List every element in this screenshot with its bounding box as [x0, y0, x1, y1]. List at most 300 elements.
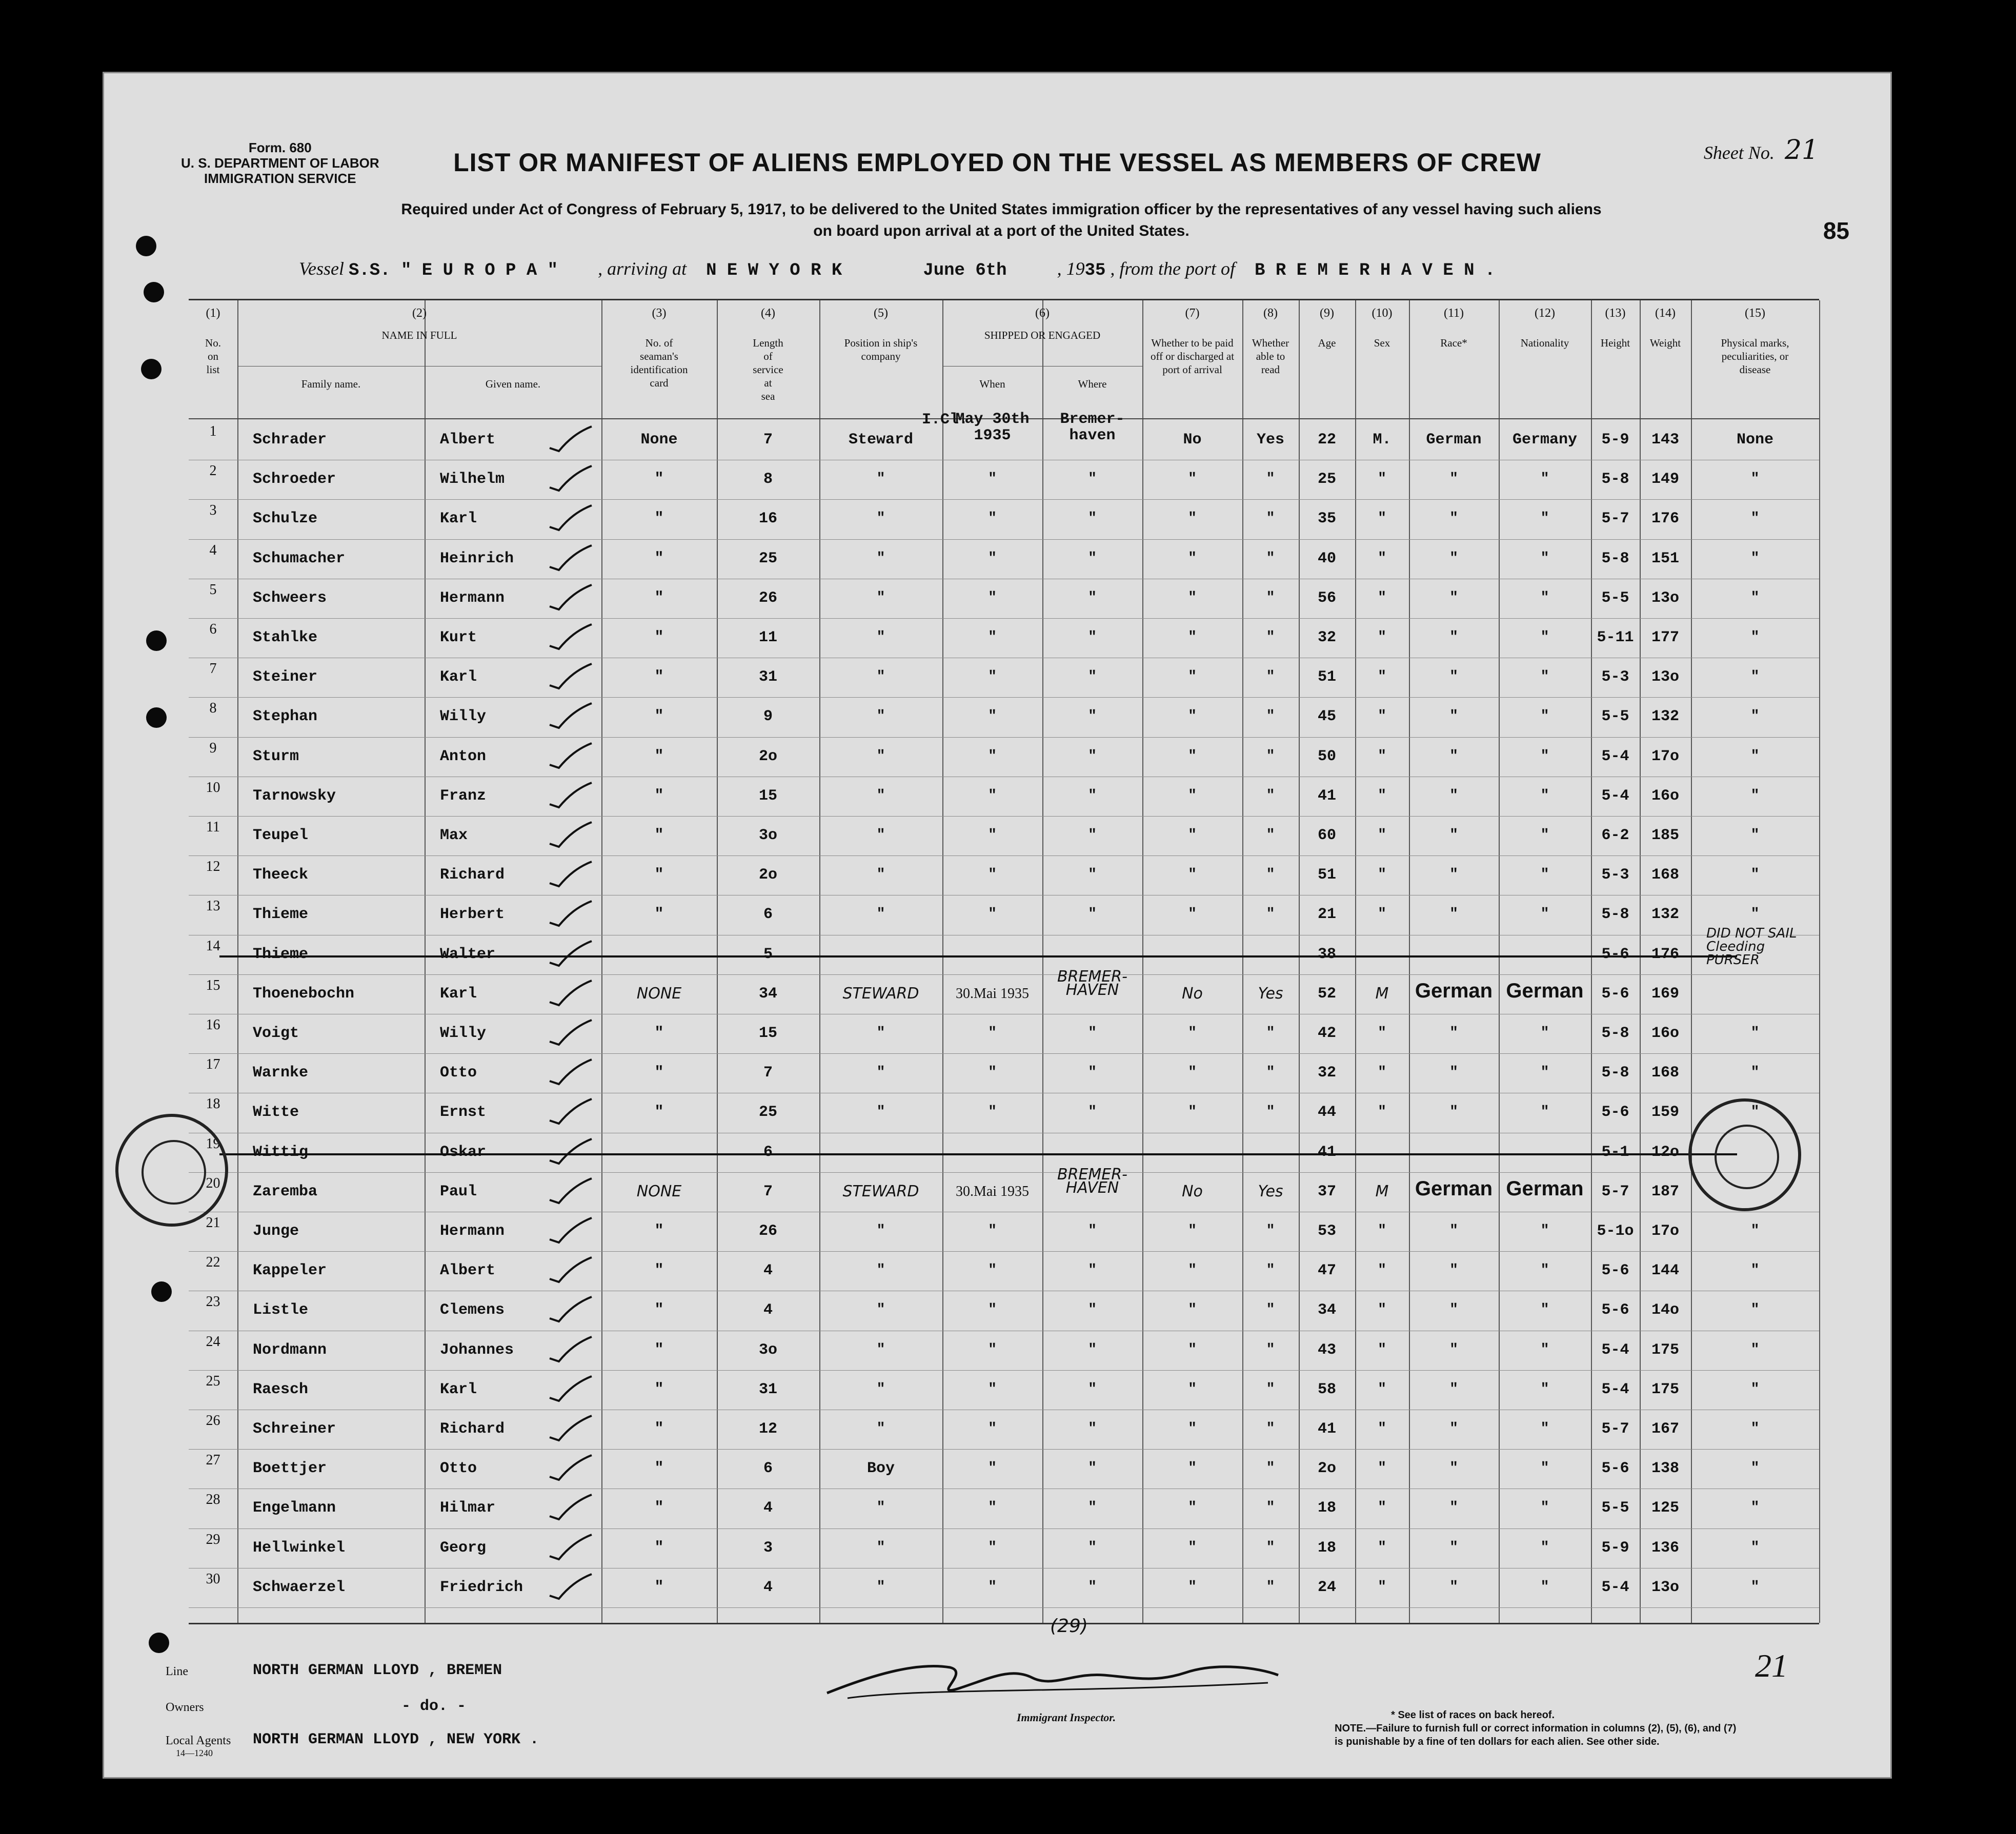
ditto-mark: "	[1540, 867, 1549, 883]
ditto-mark: "	[1266, 1381, 1275, 1397]
column-number: (4)	[761, 307, 775, 320]
age: 40	[1317, 549, 1336, 567]
height: 5-9	[1601, 431, 1629, 449]
service-length: 26	[758, 1222, 777, 1240]
column-header: No. of seaman's identification card	[630, 337, 688, 389]
service-length: 11	[758, 629, 777, 646]
row-number: 26	[206, 1413, 220, 1429]
ditto-mark: "	[876, 1302, 885, 1318]
ditto-mark: "	[1266, 708, 1275, 725]
from-label: , from the port of	[1110, 258, 1236, 279]
family-name: Engelmann	[253, 1499, 336, 1517]
crew-table	[189, 299, 1819, 1637]
column-number: (1)	[206, 307, 220, 320]
row-number: 27	[206, 1452, 220, 1469]
family-name: Witte	[253, 1104, 299, 1122]
age: 21	[1317, 906, 1336, 924]
given-name: Karl	[440, 985, 477, 1003]
age: 37	[1317, 1183, 1336, 1200]
column-header: Race*	[1440, 337, 1467, 349]
handwritten-page-mark: 21	[1755, 1647, 1788, 1684]
column-number: (8)	[1263, 307, 1278, 320]
ditto-mark: "	[1449, 748, 1458, 764]
ditto-mark: "	[1088, 1460, 1097, 1477]
ditto-mark: "	[876, 511, 885, 527]
ditto-mark: "	[988, 1341, 997, 1358]
ditto-mark: "	[876, 1579, 885, 1595]
service-length: 16	[758, 510, 777, 528]
ditto-mark: "	[1540, 629, 1549, 645]
position: Steward	[848, 431, 914, 449]
shipped-when: May 30th 1935	[955, 411, 1030, 444]
ditto-mark: "	[1188, 906, 1197, 923]
service-length: 4	[763, 1499, 773, 1517]
race: German	[1415, 1177, 1493, 1200]
ditto-mark: "	[988, 867, 997, 883]
service-length: 4	[763, 1301, 773, 1319]
ditto-mark: "	[876, 1341, 885, 1358]
row-number: 11	[206, 819, 220, 835]
ditto-mark: "	[1750, 1539, 1760, 1556]
row-number: 6	[209, 621, 217, 637]
ditto-mark: "	[1449, 1223, 1458, 1239]
id-card: "	[654, 1420, 664, 1438]
column-number: (10)	[1372, 307, 1393, 320]
id-card: "	[654, 787, 664, 805]
ditto-mark: "	[1449, 1579, 1458, 1595]
row-rule	[189, 1172, 1819, 1173]
given-name: Wilhelm	[440, 471, 505, 488]
ditto-mark: "	[1188, 550, 1197, 566]
service-length: 15	[758, 1025, 777, 1042]
family-name: Boettjer	[253, 1460, 327, 1478]
position: STEWARD	[842, 984, 919, 1003]
id-card: NONE	[636, 1182, 682, 1200]
table-row	[189, 540, 1819, 580]
ditto-mark: "	[988, 511, 997, 527]
ditto-mark: "	[876, 708, 885, 725]
height: 5-1o	[1597, 1222, 1634, 1240]
ditto-mark: "	[876, 589, 885, 606]
age: 60	[1317, 827, 1336, 844]
ditto-mark: "	[1266, 1025, 1275, 1041]
owners-value: - do. -	[401, 1698, 467, 1715]
row-number: 8	[209, 700, 217, 717]
arrival-date: June 6th	[923, 261, 1007, 280]
ditto-mark: "	[1088, 1381, 1097, 1397]
id-card: "	[654, 1064, 664, 1082]
ditto-mark: "	[1378, 1223, 1386, 1239]
ditto-mark: "	[988, 589, 997, 606]
given-name: Johannes	[440, 1341, 514, 1359]
weight: 17o	[1651, 747, 1679, 765]
ditto-mark: "	[1378, 867, 1386, 883]
subtitle-line-2: on board upon arrival at a port of the United States.	[813, 222, 1190, 239]
given-name: Herbert	[440, 906, 505, 924]
check-mark-icon	[548, 1374, 594, 1403]
column-header: Physical marks, peculiarities, or disease	[1721, 337, 1789, 376]
ditto-mark: "	[1266, 471, 1275, 487]
given-name: Paul	[440, 1183, 477, 1200]
column-header: Nationality	[1520, 337, 1569, 349]
check-mark-icon	[548, 1533, 594, 1561]
ditto-mark: "	[988, 787, 997, 804]
arrival-port: N E W Y O R K	[706, 261, 842, 280]
ditto-mark: "	[1750, 1579, 1760, 1595]
check-mark-icon	[548, 543, 594, 572]
given-name: Richard	[440, 866, 505, 884]
ditto-mark: "	[1188, 589, 1197, 606]
ditto-mark: "	[1540, 708, 1549, 725]
ditto-mark: "	[1449, 867, 1458, 883]
column-header: Age	[1318, 337, 1336, 349]
ditto-mark: "	[1750, 669, 1760, 685]
table-row	[189, 698, 1819, 738]
ditto-mark: "	[1540, 748, 1549, 764]
ditto-mark: "	[1378, 708, 1386, 725]
id-card: None	[640, 431, 678, 449]
age: 38	[1317, 945, 1336, 963]
id-card: "	[654, 1499, 664, 1517]
column-header: SHIPPED OR ENGAGED	[984, 329, 1101, 341]
id-card: "	[654, 1380, 664, 1398]
check-mark-icon	[548, 622, 594, 651]
given-name: Karl	[440, 668, 477, 686]
ditto-mark: "	[1188, 1262, 1197, 1279]
row-rule	[189, 1607, 1819, 1608]
ditto-mark: "	[1750, 787, 1760, 804]
table-row	[189, 857, 1819, 896]
height: 5-4	[1601, 1578, 1629, 1596]
ditto-mark: "	[1750, 708, 1760, 725]
row-rule	[189, 974, 1819, 975]
ditto-mark: "	[1266, 589, 1275, 606]
row-rule	[189, 1449, 1819, 1450]
height: 5-6	[1601, 1262, 1629, 1280]
punch-hole	[146, 707, 167, 728]
ditto-mark: "	[876, 1104, 885, 1120]
service-length: 12	[758, 1420, 777, 1438]
given-name: Willy	[440, 1025, 487, 1042]
family-name: Raesch	[253, 1380, 309, 1398]
paid-off: No	[1182, 984, 1203, 1003]
ditto-mark: "	[1088, 1579, 1097, 1595]
row-rule	[189, 618, 1819, 619]
ditto-mark: "	[876, 471, 885, 487]
ditto-mark: "	[1750, 629, 1760, 645]
id-card: "	[654, 1539, 664, 1557]
column-header: Weight	[1649, 337, 1681, 349]
age: 58	[1317, 1380, 1336, 1398]
table-row	[189, 925, 1819, 975]
row-count-note: (29)	[1050, 1616, 1088, 1637]
ditto-mark: "	[876, 669, 885, 685]
ditto-mark: "	[1750, 550, 1760, 566]
ditto-mark: "	[1378, 906, 1386, 923]
row-rule	[189, 1251, 1819, 1252]
ditto-mark: "	[1540, 589, 1549, 606]
age: 41	[1317, 787, 1336, 805]
ditto-mark: "	[1088, 1262, 1097, 1279]
service: IMMIGRATION SERVICE	[204, 171, 356, 186]
ditto-mark: "	[988, 1302, 997, 1318]
table-row	[189, 778, 1819, 817]
weight: 13o	[1651, 668, 1679, 686]
check-mark-icon	[548, 1216, 594, 1245]
weight: 168	[1651, 866, 1679, 884]
ditto-mark: "	[1378, 1025, 1386, 1041]
ditto-mark: "	[1266, 1579, 1275, 1595]
id-card: "	[654, 1341, 664, 1359]
family-name: Tarnowsky	[253, 787, 336, 805]
row-rule	[189, 499, 1819, 500]
age: 18	[1317, 1499, 1336, 1517]
id-card: "	[654, 708, 664, 726]
ditto-mark: "	[1088, 787, 1097, 804]
ditto-mark: "	[1266, 867, 1275, 883]
ditto-mark: "	[1378, 787, 1386, 804]
ditto-mark: "	[988, 1262, 997, 1279]
ditto-mark: "	[1088, 1421, 1097, 1437]
ditto-mark: "	[1378, 1302, 1386, 1318]
family-name: Voigt	[253, 1025, 299, 1042]
id-card: "	[654, 866, 664, 884]
ditto-mark: "	[1540, 827, 1549, 843]
column-header: Sex	[1374, 337, 1390, 349]
family-name: Schwaerzel	[253, 1578, 346, 1596]
id-card: "	[654, 629, 664, 646]
did-not-sail-note: DID NOT SAIL Cleeding PURSER	[1706, 925, 1797, 968]
service-length: 4	[763, 1262, 773, 1280]
row-number: 4	[209, 542, 217, 558]
given-name: Otto	[440, 1064, 477, 1082]
punch-hole	[149, 1633, 169, 1653]
family-name: Schulze	[253, 510, 318, 528]
ditto-mark: "	[1188, 1579, 1197, 1595]
ditto-mark: "	[1088, 589, 1097, 606]
weight: 17o	[1651, 1222, 1679, 1240]
ditto-mark: "	[876, 1421, 885, 1437]
column-header: Height	[1600, 337, 1630, 349]
ditto-mark: "	[1088, 1302, 1097, 1318]
ditto-mark: "	[1088, 669, 1097, 685]
ditto-mark: "	[1188, 1025, 1197, 1041]
ditto-mark: "	[988, 629, 997, 645]
ditto-mark: "	[876, 906, 885, 923]
weight: 13o	[1651, 1578, 1679, 1596]
table-row	[189, 896, 1819, 935]
ditto-mark: "	[1540, 787, 1549, 804]
column-header: NAME IN FULL	[381, 329, 457, 341]
height: 5-6	[1601, 985, 1629, 1003]
id-card: "	[654, 589, 664, 607]
height: 5-8	[1601, 1025, 1629, 1042]
age: 2o	[1317, 1460, 1336, 1478]
ditto-mark: "	[1449, 1460, 1458, 1477]
stamp-eagle-icon	[1715, 1125, 1779, 1189]
row-rule	[189, 737, 1819, 738]
age: 50	[1317, 747, 1336, 765]
ditto-mark: "	[1188, 629, 1197, 645]
ditto-mark: "	[988, 471, 997, 487]
ditto-mark: "	[1266, 1262, 1275, 1279]
note-penalty: NOTE.—Failure to furnish full or correct information in columns (2), (5), (6), and (7)	[1335, 1723, 1737, 1734]
ditto-mark: "	[1266, 511, 1275, 527]
family-name: Thieme	[253, 945, 309, 963]
column-number: (12)	[1535, 307, 1555, 320]
check-mark-icon	[548, 781, 594, 809]
given-name: Richard	[440, 1420, 505, 1438]
ditto-mark: "	[876, 1065, 885, 1081]
age: 41	[1317, 1143, 1336, 1161]
height: 5-5	[1601, 589, 1629, 607]
note-penalty-2: is punishable by a fine of ten dollars for each alien. See other side.	[1335, 1736, 1660, 1747]
row-number: 14	[206, 938, 220, 954]
family-name: Sturm	[253, 747, 299, 765]
sex: M.	[1373, 431, 1392, 449]
row-number: 28	[206, 1492, 220, 1508]
height: 5-11	[1597, 629, 1634, 646]
inspector-label: Immigrant Inspector.	[1017, 1711, 1116, 1724]
column-number: (3)	[652, 307, 667, 320]
weight: 143	[1651, 431, 1679, 449]
height: 5-6	[1601, 945, 1629, 963]
ditto-mark: "	[1449, 1104, 1458, 1120]
sheet-value: 21	[1784, 135, 1819, 166]
height: 5-8	[1601, 1064, 1629, 1082]
ditto-mark: "	[1378, 550, 1386, 566]
check-mark-icon	[548, 1414, 594, 1442]
height: 5-7	[1601, 510, 1629, 528]
column-header: Length of service at sea	[753, 337, 783, 402]
punch-hole	[136, 236, 156, 256]
height: 5-6	[1601, 1460, 1629, 1478]
weight: 176	[1651, 510, 1679, 528]
nationality: Germany	[1512, 431, 1578, 449]
row-number: 3	[209, 502, 217, 519]
ditto-mark: "	[1188, 787, 1197, 804]
ditto-mark: "	[1750, 906, 1760, 923]
given-name: Georg	[440, 1539, 487, 1557]
ditto-mark: "	[876, 1381, 885, 1397]
paid-off: No	[1182, 1182, 1203, 1200]
ditto-mark: "	[1188, 1500, 1197, 1516]
stamp-eagle-icon	[142, 1140, 206, 1205]
given-name: Walter	[440, 945, 496, 963]
given-name: Franz	[440, 787, 487, 805]
id-card: "	[654, 906, 664, 924]
class-note: I.Cl.	[922, 411, 969, 429]
agents-code: 14—1240	[176, 1748, 213, 1758]
check-mark-icon	[548, 1097, 594, 1126]
check-mark-icon	[548, 1453, 594, 1482]
ditto-mark: "	[1266, 1341, 1275, 1358]
ditto-mark: "	[988, 827, 997, 843]
given-name: Willy	[440, 708, 487, 726]
age: 45	[1317, 708, 1336, 726]
check-mark-icon	[548, 1255, 594, 1284]
weight: 167	[1651, 1420, 1679, 1438]
physical-marks: None	[1736, 431, 1773, 449]
age: 47	[1317, 1262, 1336, 1280]
service-length: 7	[763, 431, 773, 449]
family-name: Thoenebochn	[253, 985, 355, 1003]
ditto-mark: "	[1188, 827, 1197, 843]
age: 51	[1317, 668, 1336, 686]
table-row	[189, 1213, 1819, 1252]
punch-hole	[141, 359, 162, 379]
table-row	[189, 500, 1819, 540]
family-name: Kappeler	[253, 1262, 327, 1280]
ditto-mark: "	[1188, 471, 1197, 487]
row-number: 10	[206, 779, 220, 796]
ditto-mark: "	[988, 1223, 997, 1239]
weight: 16o	[1651, 1025, 1679, 1042]
age: 24	[1317, 1578, 1336, 1596]
ditto-mark: "	[1266, 827, 1275, 843]
id-card: "	[654, 549, 664, 567]
table-row	[189, 1094, 1819, 1133]
position: Boy	[866, 1460, 895, 1478]
row-number: 20	[206, 1175, 220, 1191]
row-number: 2	[209, 463, 217, 479]
weight: 185	[1651, 827, 1679, 844]
agents-value: NORTH GERMAN LLOYD , NEW YORK .	[253, 1731, 539, 1748]
height: 5-8	[1601, 906, 1629, 924]
service-length: 31	[758, 668, 777, 686]
id-card: "	[654, 1104, 664, 1122]
given-name: Heinrich	[440, 549, 514, 567]
punch-hole	[144, 282, 164, 302]
family-name: Schweers	[253, 589, 327, 607]
ditto-mark: "	[988, 1579, 997, 1595]
age: 56	[1317, 589, 1336, 607]
ditto-mark: "	[1188, 1460, 1197, 1477]
position: STEWARD	[842, 1182, 919, 1200]
family-name: Steiner	[253, 668, 318, 686]
manifest-sheet	[103, 72, 1892, 1779]
ditto-mark: "	[1449, 827, 1458, 843]
service-length: 25	[758, 549, 777, 567]
able-to-read: Yes	[1256, 431, 1284, 449]
ditto-mark: "	[1540, 511, 1549, 527]
row-rule	[189, 855, 1819, 856]
ditto-mark: "	[1088, 511, 1097, 527]
subtitle-line-1: Required under Act of Congress of February 5, 1917, to be delivered to the United States immigration officer by the representatives of any vessel having such aliens	[401, 201, 1602, 218]
weight: 168	[1651, 1064, 1679, 1082]
id-card: "	[654, 1262, 664, 1280]
race: German	[1415, 979, 1493, 1002]
ditto-mark: "	[1088, 1104, 1097, 1120]
ditto-mark: "	[1449, 511, 1458, 527]
departure-port: B R E M E R H A V E N .	[1255, 261, 1496, 280]
age: 52	[1317, 985, 1336, 1003]
ditto-mark: "	[1540, 1104, 1549, 1120]
given-name: Karl	[440, 510, 477, 528]
service-length: 6	[763, 1143, 773, 1161]
subheader-right: Where	[1078, 378, 1107, 390]
height: 5-7	[1601, 1183, 1629, 1200]
ditto-mark: "	[1378, 1421, 1386, 1437]
ditto-mark: "	[1540, 1500, 1549, 1516]
ditto-mark: "	[1088, 708, 1097, 725]
age: 51	[1317, 866, 1336, 884]
row-rule	[189, 697, 1819, 698]
height: 5-3	[1601, 866, 1629, 884]
service-length: 9	[763, 708, 773, 726]
consulate-stamp-right	[1688, 1098, 1801, 1211]
weight: 159	[1651, 1104, 1679, 1122]
